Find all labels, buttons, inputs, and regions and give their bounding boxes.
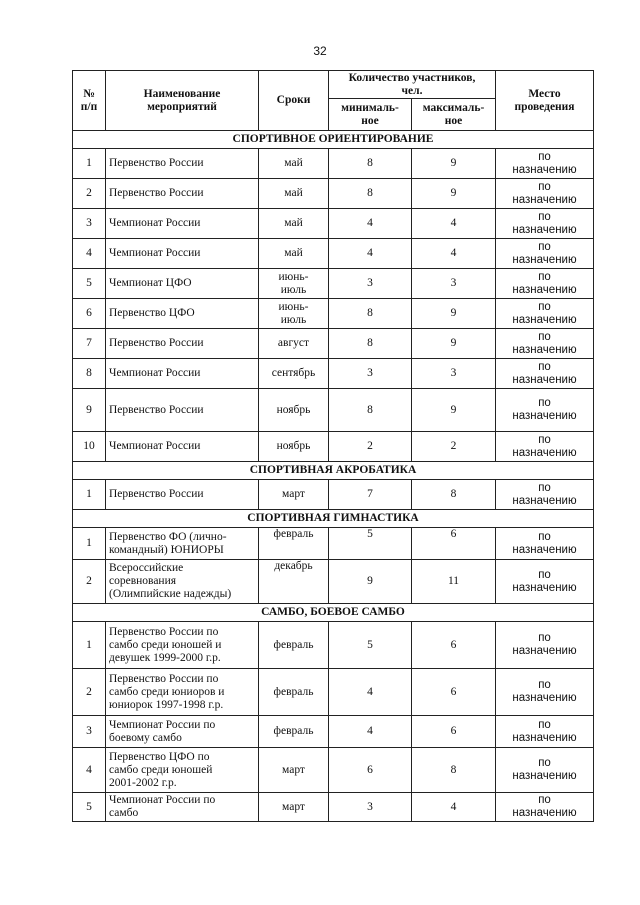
min-participants: 8: [329, 299, 412, 329]
row-number: 1: [73, 528, 106, 560]
row-number: 4: [73, 748, 106, 793]
event-name: Чемпионат России: [106, 359, 259, 389]
row-number: 2: [73, 179, 106, 209]
section-header: [73, 510, 594, 528]
max-participants: 9: [412, 389, 496, 432]
event-name: Чемпионат России: [106, 432, 259, 462]
row-number: 1: [73, 622, 106, 669]
table-row: [73, 560, 594, 604]
min-participants: 3: [329, 793, 412, 822]
event-place: по назначению: [496, 329, 594, 359]
table-row: [73, 209, 594, 239]
min-participants: 4: [329, 716, 412, 748]
event-name: Первенство России: [106, 149, 259, 179]
max-participants: 9: [412, 149, 496, 179]
min-participants: 8: [329, 149, 412, 179]
event-name: Чемпионат России по самбо: [106, 793, 259, 822]
event-name: Чемпионат России по боевому самбо: [106, 716, 259, 748]
event-name: Первенство ЦФО по самбо среди юношей 2001-2002 г.р.: [106, 748, 259, 793]
event-place: по назначению: [496, 716, 594, 748]
event-name: Чемпионат России: [106, 239, 259, 269]
event-date: май: [259, 179, 329, 209]
event-name: Первенство России по самбо среди юношей и девушек 1999-2000 г.р.: [106, 622, 259, 669]
section-title: СПОРТИВНОЕ ОРИЕНТИРОВАНИЕ: [73, 131, 594, 149]
min-participants: 4: [329, 669, 412, 716]
event-place: по назначению: [496, 669, 594, 716]
table-row: [73, 480, 594, 510]
event-place: по назначению: [496, 560, 594, 604]
section-title: СПОРТИВНАЯ АКРОБАТИКА: [73, 462, 594, 480]
row-number: 1: [73, 480, 106, 510]
row-number: 5: [73, 793, 106, 822]
event-place: по назначению: [496, 389, 594, 432]
event-place: по назначению: [496, 209, 594, 239]
max-participants: 9: [412, 299, 496, 329]
row-number: 2: [73, 560, 106, 604]
event-date: август: [259, 329, 329, 359]
section-header: [73, 462, 594, 480]
event-place: по назначению: [496, 299, 594, 329]
event-name: Первенство России: [106, 329, 259, 359]
min-participants: 3: [329, 359, 412, 389]
section-header: [73, 604, 594, 622]
max-participants: 3: [412, 359, 496, 389]
event-date: июнь- июль: [259, 299, 329, 329]
row-number: 6: [73, 299, 106, 329]
min-participants: 8: [329, 179, 412, 209]
header-name: Наименование мероприятий: [106, 71, 259, 131]
header-num: № п/п: [73, 71, 106, 131]
table-row: [73, 669, 594, 716]
max-participants: 3: [412, 269, 496, 299]
event-date: июнь- июль: [259, 269, 329, 299]
max-participants: 11: [412, 560, 496, 604]
event-date: декабрь: [259, 560, 329, 604]
event-place: по назначению: [496, 149, 594, 179]
min-participants: 4: [329, 239, 412, 269]
header-max: максималь- ное: [412, 99, 496, 131]
event-place: по назначению: [496, 622, 594, 669]
event-date: сентябрь: [259, 359, 329, 389]
table-row: [73, 269, 594, 299]
event-name: Первенство России: [106, 179, 259, 209]
event-date: ноябрь: [259, 432, 329, 462]
min-participants: 8: [329, 389, 412, 432]
event-place: по назначению: [496, 432, 594, 462]
table-row: [73, 793, 594, 822]
table-row: [73, 329, 594, 359]
min-participants: 3: [329, 269, 412, 299]
event-date: ноябрь: [259, 389, 329, 432]
event-date: март: [259, 793, 329, 822]
max-participants: 8: [412, 480, 496, 510]
min-participants: 9: [329, 560, 412, 604]
event-place: по назначению: [496, 239, 594, 269]
row-number: 1: [73, 149, 106, 179]
section-title: САМБО, БОЕВОЕ САМБО: [73, 604, 594, 622]
event-name: Первенство России по самбо среди юниоров и юниорок 1997-1998 г.р.: [106, 669, 259, 716]
min-participants: 4: [329, 209, 412, 239]
header-min: минималь- ное: [329, 99, 412, 131]
max-participants: 4: [412, 239, 496, 269]
row-number: 3: [73, 209, 106, 239]
events-table: [72, 70, 594, 822]
table-row: [73, 748, 594, 793]
min-participants: 5: [329, 528, 412, 560]
event-date: март: [259, 748, 329, 793]
event-name: Всероссийские соревнования (Олимпийские надежды): [106, 560, 259, 604]
event-date: февраль: [259, 669, 329, 716]
table-row: [73, 716, 594, 748]
event-name: Первенство ФО (лично- командный) ЮНИОРЫ: [106, 528, 259, 560]
table-row: [73, 299, 594, 329]
header-dates: Сроки: [259, 71, 329, 131]
page-number: 32: [313, 44, 327, 58]
max-participants: 9: [412, 179, 496, 209]
row-number: 5: [73, 269, 106, 299]
event-name: Первенство России: [106, 480, 259, 510]
max-participants: 4: [412, 209, 496, 239]
event-place: по назначению: [496, 748, 594, 793]
table-body: [73, 131, 594, 822]
event-name: Первенство России: [106, 389, 259, 432]
min-participants: 5: [329, 622, 412, 669]
max-participants: 9: [412, 329, 496, 359]
event-place: по назначению: [496, 480, 594, 510]
event-date: февраль: [259, 622, 329, 669]
header-place: Место проведения: [496, 71, 594, 131]
event-name: Чемпионат ЦФО: [106, 269, 259, 299]
event-date: май: [259, 149, 329, 179]
row-number: 2: [73, 669, 106, 716]
row-number: 10: [73, 432, 106, 462]
table-row: [73, 389, 594, 432]
max-participants: 6: [412, 528, 496, 560]
table-row: [73, 622, 594, 669]
table-row: [73, 528, 594, 560]
row-number: 8: [73, 359, 106, 389]
max-participants: 6: [412, 622, 496, 669]
event-date: май: [259, 239, 329, 269]
max-participants: 4: [412, 793, 496, 822]
row-number: 7: [73, 329, 106, 359]
event-place: по назначению: [496, 528, 594, 560]
row-number: 4: [73, 239, 106, 269]
event-place: по назначению: [496, 793, 594, 822]
event-place: по назначению: [496, 179, 594, 209]
event-date: март: [259, 480, 329, 510]
header-participants: Количество участников, чел.: [329, 71, 496, 99]
min-participants: 6: [329, 748, 412, 793]
max-participants: 2: [412, 432, 496, 462]
event-name: Первенство ЦФО: [106, 299, 259, 329]
table-row: [73, 432, 594, 462]
min-participants: 7: [329, 480, 412, 510]
row-number: 3: [73, 716, 106, 748]
section-title: СПОРТИВНАЯ ГИМНАСТИКА: [73, 510, 594, 528]
section-header: [73, 131, 594, 149]
table-row: [73, 239, 594, 269]
event-place: по назначению: [496, 269, 594, 299]
event-date: май: [259, 209, 329, 239]
table-row: [73, 149, 594, 179]
min-participants: 8: [329, 329, 412, 359]
event-date: февраль: [259, 528, 329, 560]
table-row: [73, 179, 594, 209]
max-participants: 8: [412, 748, 496, 793]
table-row: [73, 359, 594, 389]
max-participants: 6: [412, 669, 496, 716]
min-participants: 2: [329, 432, 412, 462]
row-number: 9: [73, 389, 106, 432]
event-date: февраль: [259, 716, 329, 748]
event-place: по назначению: [496, 359, 594, 389]
max-participants: 6: [412, 716, 496, 748]
event-name: Чемпионат России: [106, 209, 259, 239]
